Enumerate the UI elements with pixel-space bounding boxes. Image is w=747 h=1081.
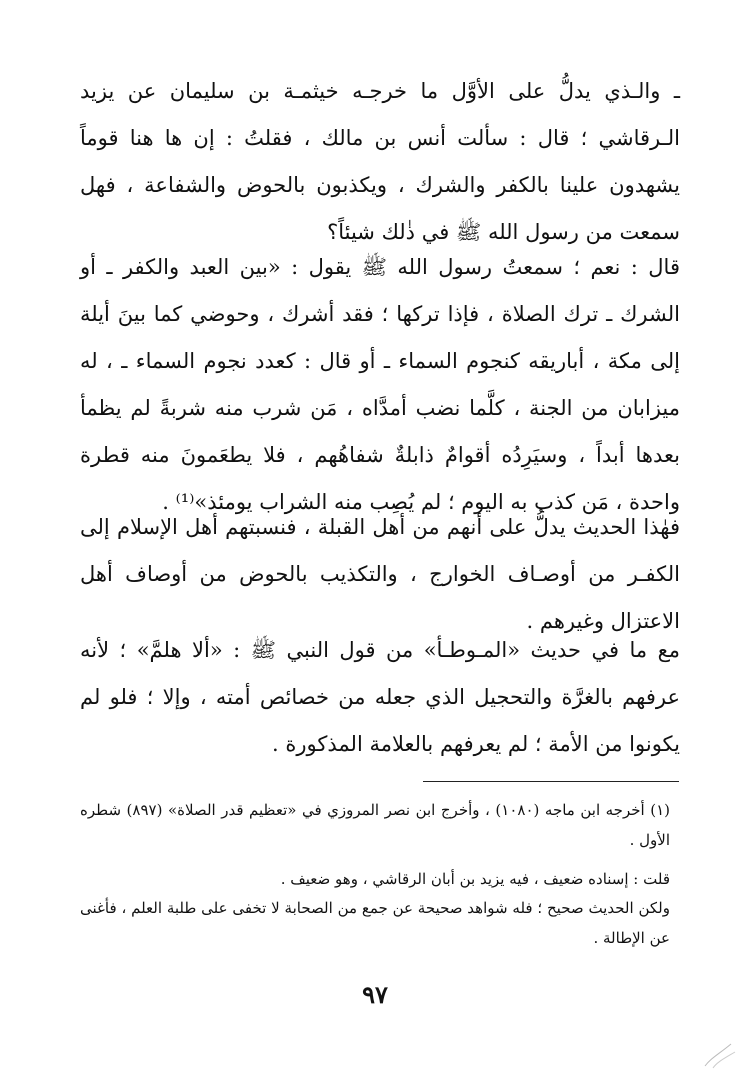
footnote-divider: [423, 781, 679, 782]
footnote: ولكن الحديث صحيح ؛ فله شواهد صحيحة عن جمع من الصحابة لا تخفى على طلبة العلم ، فأغنى عن الإطالة .: [80, 899, 670, 947]
body-paragraph: ـ والـذي يدلُّ على الأوَّل ما خرجـه خيثمـة بن سليمان عن يزيد الـرقاشي ؛ قال : سألت أنس بن مالك ، فقلتُ : إن ها هنا قوماً يشهدون علينا بالكفر والشرك ، ويكذبون بالحوض والشفاعة ، فهل سمعت من رسول الله ﷺ في ذٰلك شيئاً؟: [80, 79, 680, 244]
body-paragraph: فهٰذا الحديث يدلُّ على أنهم من أهل القبلة ، فنسبتهم أهل الإسلام إلى الكفـر من أوصـاف الخوارج ، والتكذيب بالحوض من أوصاف أهل الاعتزال وغيرهم .: [80, 515, 680, 633]
page-edge-scratch-decoration: [697, 1030, 737, 1070]
page-number: ٩٧: [362, 980, 388, 1009]
footnote: قلت : إسناده ضعيف ، فيه يزيد بن أبان الرقاشي ، وهو ضعيف .: [280, 870, 670, 888]
footnote: (١) أخرجه ابن ماجه (١٠٨٠) ، وأخرج ابن نصر المروزي في «تعظيم قدر الصلاة» (٨٩٧) شطره الأول .: [80, 801, 670, 849]
body-paragraph: مع ما في حديث «المـوطـأ» من قول النبي ﷺ : «ألا هلمَّ» ؛ لأنه عرفهم بالغرَّة والتحجيل الذي جعله من خصائص أمته ، وإلا ؛ فلو لم يكونوا من الأمة ؛ لم يعرفهم بالعلامة المذكورة .: [80, 638, 680, 756]
body-paragraph: قال : نعم ؛ سمعتُ رسول الله ﷺ يقول : «بين العبد والكفر ـ أو الشرك ـ ترك الصلاة ، فإذا تركها ؛ فقد أشرك ، وحوضي كما بينَ أيلة إلى مكة ، أباريقه كنجوم السماء ـ أو قال : كعدد نجوم السماء ـ ، له ميزابان من الجنة ، كلَّما نضب أمدَّاه ، مَن شرب منه شربةً لم يظمأ بعدها أبداً ، وسيَرِدُه أقوامٌ ذابلةٌ شفاهُهم ، فلا يطعَمونَ منه قطرة واحدة ، مَن كذب به اليوم ؛ لم يُصِب منه الشراب يومئذ»⁽¹⁾ .: [80, 255, 680, 514]
